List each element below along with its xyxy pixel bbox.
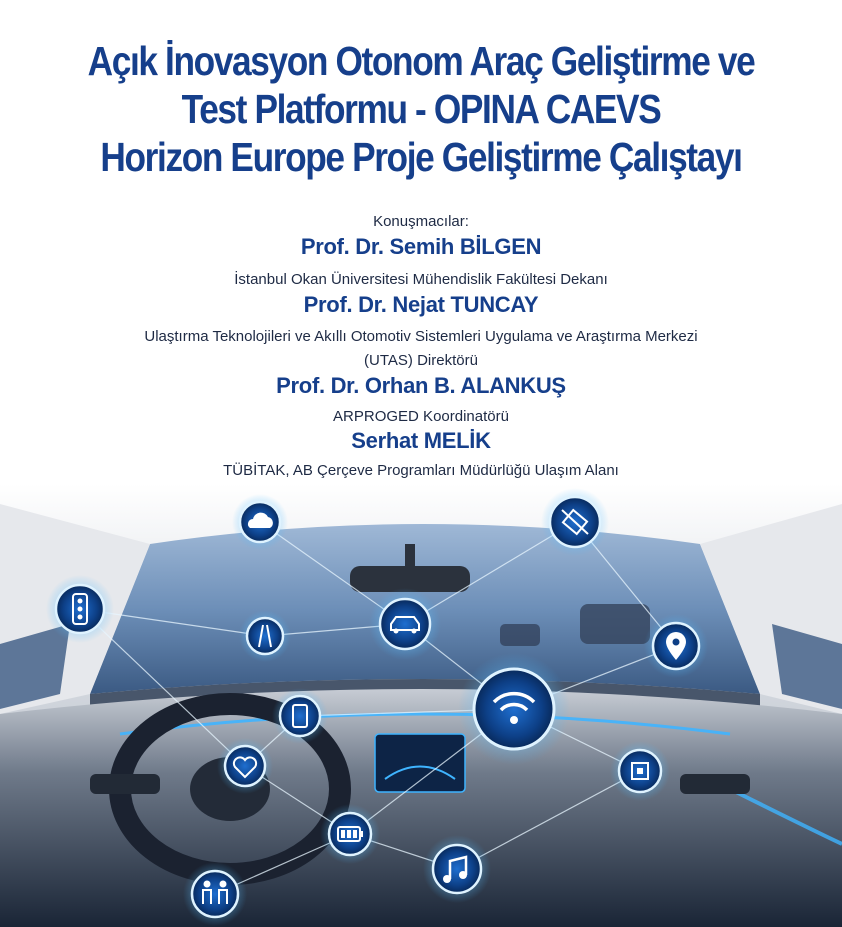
autonomous-car-interior-image — [0, 484, 842, 927]
speaker-role-3: ARPROGED Koordinatörü — [333, 408, 509, 425]
title-line-3: Horizon Europe Proje Geliştirme Çalıştayı — [100, 134, 742, 180]
speaker-role-2b: (UTAS) Direktörü — [364, 352, 478, 369]
cloud-icon — [232, 494, 288, 550]
road-icon — [239, 610, 291, 662]
car-icon — [369, 588, 441, 660]
heart-rate-icon — [217, 738, 273, 794]
location-pin-icon — [644, 614, 708, 678]
satellite-icon — [541, 488, 609, 556]
traffic-light-icon — [46, 575, 114, 643]
wifi-icon — [458, 653, 570, 765]
speaker-role-4: TÜBİTAK, AB Çerçeve Programları Müdürlüğü Ulaşım Alanı — [223, 462, 619, 479]
speaker-role-1: İstanbul Okan Üniversitesi Mühendislik Fakültesi Dekanı — [234, 271, 608, 288]
speaker-name-4: Serhat MELİK — [351, 428, 491, 453]
speaker-name-3: Prof. Dr. Orhan B. ALANKUŞ — [276, 373, 566, 398]
speaker-name-2: Prof. Dr. Nejat TUNCAY — [303, 292, 539, 317]
speaker-name-1: Prof. Dr. Semih BİLGEN — [300, 234, 542, 259]
title-line-1: Açık İnovasyon Otonom Araç Geliştirme ve — [87, 38, 755, 84]
smartphone-icon — [272, 688, 328, 744]
speaker-role-2a: Ulaştırma Teknolojileri ve Akıllı Otomotiv Sistemleri Uygulama ve Araştırma Merkezi — [144, 328, 698, 345]
family-icon — [183, 862, 247, 926]
title-line-2: Test Platformu - OPINA CAEVS — [181, 86, 661, 132]
music-note-icon — [423, 835, 491, 903]
chip-icon — [610, 741, 670, 801]
battery-icon — [320, 804, 380, 864]
speakers-label: Konuşmacılar: — [373, 213, 469, 230]
